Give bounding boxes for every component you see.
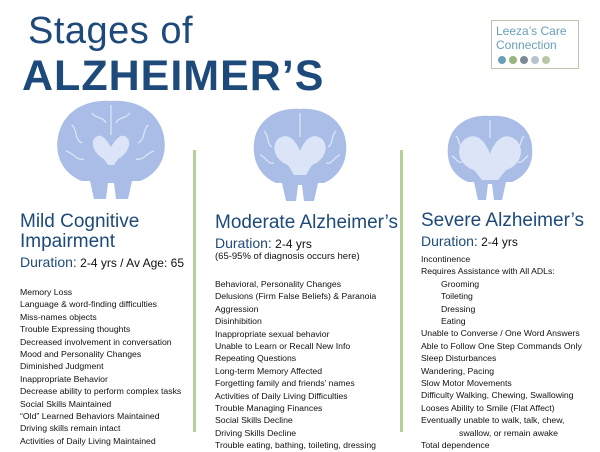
symptom-item: Activities of Daily Living Maintained — [20, 435, 156, 446]
divider-1 — [193, 150, 196, 432]
symptom-item: Activities of Daily Living Difficulties — [215, 390, 348, 401]
symptom-item: Inappropriate Behavior — [20, 373, 108, 384]
symptom-item: Sleep Disturbances — [421, 353, 497, 364]
symptom-item: Delusions (Firm False Beliefs) & Paranoia — [215, 291, 377, 302]
brain-icon-moderate — [246, 103, 354, 205]
stage-moderate — [215, 213, 400, 452]
symptom-item: Eating — [441, 316, 466, 327]
title-line-1: Stages of — [28, 10, 194, 52]
symptom-item: Trouble Expressing thoughts — [20, 324, 131, 335]
symptom-item: Aggression — [215, 303, 259, 314]
logo-dots — [498, 56, 550, 64]
stage-duration — [421, 233, 596, 249]
logo-dot — [531, 56, 539, 64]
symptom-item: Requires Assistance with All ADLs: — [421, 266, 555, 277]
symptom-list — [20, 286, 190, 447]
stage-mild — [20, 212, 190, 447]
duration-value: 2-4 yrs — [481, 235, 518, 249]
symptom-item: Grooming — [441, 278, 480, 289]
symptom-item: Disinhibition — [215, 316, 262, 327]
stage-severe — [421, 211, 596, 452]
symptom-item: Inappropriate sexual behavior — [215, 328, 330, 339]
symptom-item: Language & word-finding difficulties — [20, 299, 157, 310]
symptom-item: Behavioral, Personality Changes — [215, 279, 342, 289]
symptom-item: Mood and Personality Changes — [20, 349, 142, 360]
logo-dot — [498, 56, 506, 64]
stage-duration — [20, 254, 190, 270]
symptom-item: Dressing — [441, 303, 476, 314]
logo — [491, 20, 579, 69]
symptom-item: Eventually unable to walk, talk, chew, — [421, 415, 565, 426]
symptom-item: Trouble Managing Finances — [215, 403, 323, 414]
logo-dot — [542, 56, 550, 64]
logo-dot — [509, 56, 517, 64]
symptom-item: Driving skills remain intact — [20, 423, 121, 434]
symptom-item: Toileting — [441, 291, 473, 302]
symptom-item: swallow, or remain awake — [459, 427, 558, 438]
symptom-item: Social Skills Maintained — [20, 398, 112, 409]
symptom-item: Decreased involvement in conversation — [20, 336, 172, 347]
stage-duration — [215, 235, 400, 251]
symptom-item: Unable to Learn or Recall New Info — [215, 341, 351, 352]
symptom-item: Memory Loss — [20, 287, 73, 297]
symptom-list — [215, 278, 400, 452]
stage-heading: Moderate Alzheimer’s — [215, 212, 399, 233]
symptom-item: Forgetting family and friends’ names — [215, 378, 355, 389]
duration-value: 2-4 yrs / Av Age: 65 — [80, 256, 184, 270]
stage-note: (65-95% of diagnosis occurs here) — [215, 251, 360, 262]
divider-2 — [400, 150, 403, 432]
logo-line-2: Connection — [496, 38, 557, 52]
symptom-item: “Old” Learned Behaviors Maintained — [20, 411, 160, 422]
symptom-item: Total dependence — [421, 440, 490, 451]
title-line-2: ALZHEIMER’S — [22, 52, 325, 100]
symptom-list — [421, 253, 596, 452]
symptom-item: Able to Follow One Step Commands Only — [421, 340, 582, 351]
stage-heading: Severe Alzheimer’s — [421, 210, 584, 231]
duration-value: 2-4 yrs — [275, 237, 312, 251]
symptom-item: Unable to Converse / One Word Answers — [421, 328, 580, 339]
brain-icon-mild — [52, 95, 170, 205]
logo-line-1: Leeza’s Care — [496, 24, 567, 38]
symptom-item: Decrease ability to perform complex tasks — [20, 386, 182, 397]
symptom-item: Repeating Questions — [215, 353, 297, 364]
logo-dot — [520, 56, 528, 64]
symptom-item: Long-term Memory Affected — [215, 365, 323, 376]
symptom-item: Wandering, Pacing — [421, 365, 495, 376]
symptom-item: Miss-names objects — [20, 311, 97, 322]
symptom-item: Driving Skills Decline — [215, 427, 297, 438]
symptom-item: Difficulty Walking, Chewing, Swallowing — [421, 390, 574, 401]
duration-label: Duration: — [20, 254, 77, 270]
symptom-item: Trouble eating, bathing, toileting, dressing — [215, 440, 376, 451]
symptom-item: Diminished Judgment — [20, 361, 104, 372]
symptom-item: Looses Ability to Smile (Flat Affect) — [421, 402, 555, 413]
duration-label: Duration: — [215, 235, 272, 251]
stage-heading: Mild Cognitive Impairment — [20, 211, 140, 252]
symptom-item: Slow Motor Movements — [421, 378, 512, 389]
duration-label: Duration: — [421, 233, 478, 249]
brain-icon-severe — [440, 110, 540, 204]
symptom-item: Incontinence — [421, 254, 471, 264]
symptom-item: Social Skills Decline — [215, 415, 293, 426]
